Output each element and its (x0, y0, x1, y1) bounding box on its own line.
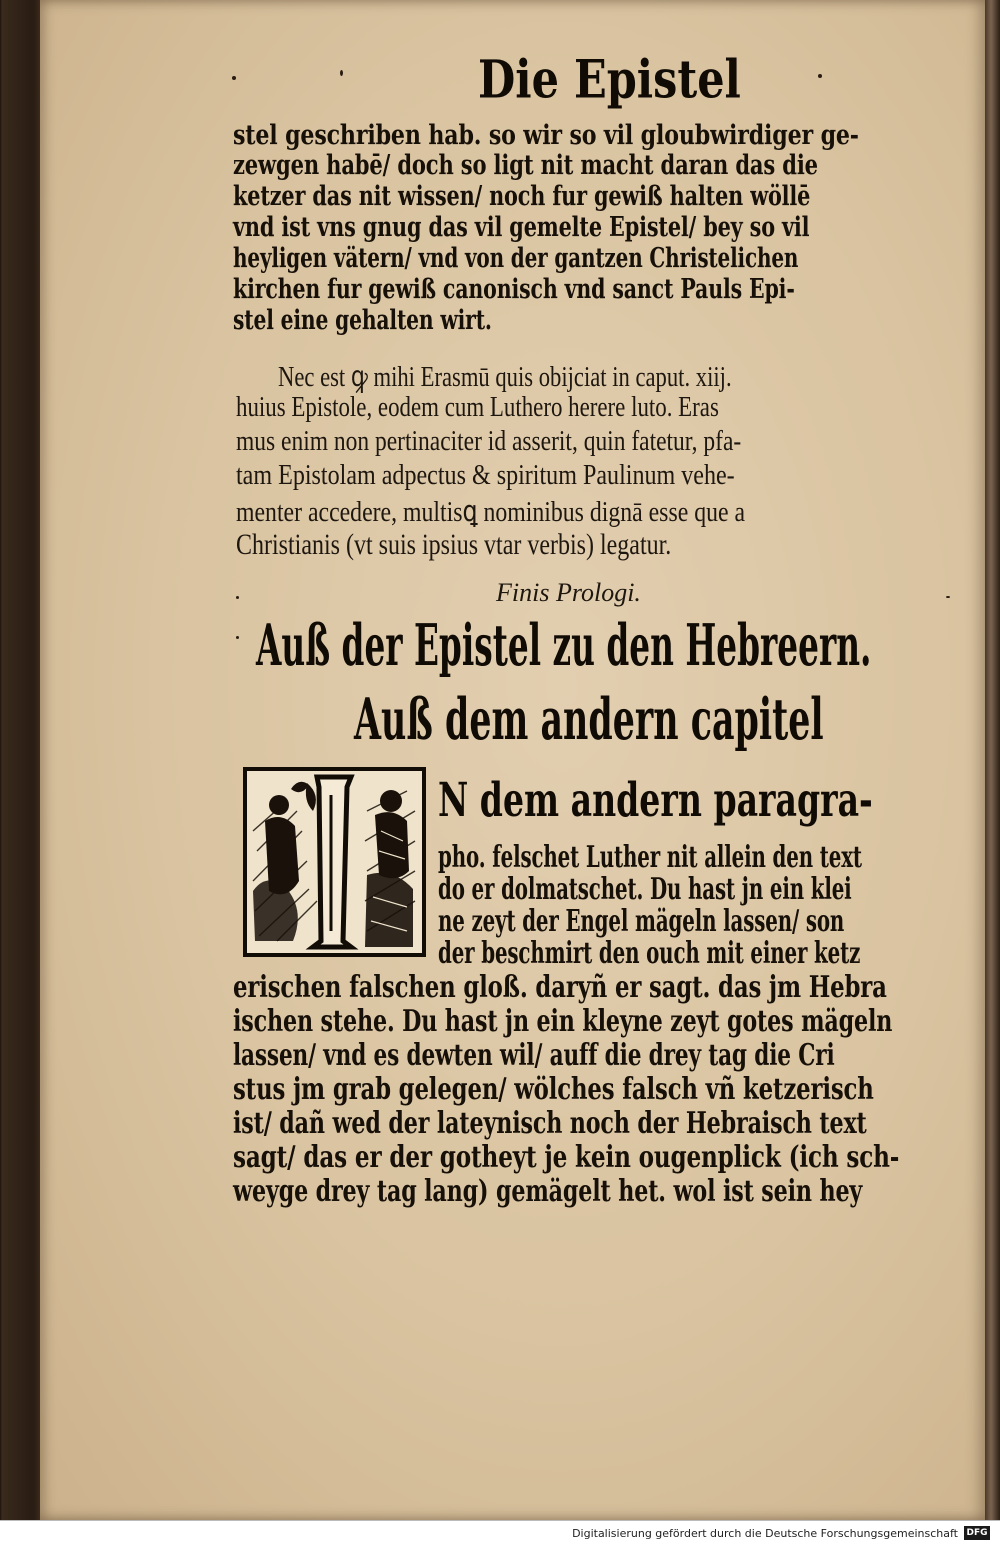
chapter-heading: Auß dem andern capitel (354, 686, 824, 754)
text-line: sagt/ das er der gotheyt je kein ougenplick (ich sch- (233, 1140, 900, 1175)
latin-line: mus enim non pertinaciter id asserit, quin fatetur, pfa- (236, 425, 742, 457)
ink-speck (232, 76, 236, 80)
running-head: Die Epistel (478, 48, 741, 110)
ink-speck (818, 74, 822, 78)
text-line: vnd ist vns gnug das vil gemelte Epistel/ bey so vil (233, 212, 810, 243)
text-line: do er dolmatschet. Du hast jn ein klei (438, 872, 852, 907)
latin-line: menter accedere, multisꝗ nominibus dignā esse que a (236, 496, 746, 528)
text-line: zewgen habē/ doch so ligt nit macht daran das die (233, 150, 818, 181)
text-line: der beschmirt den ouch mit einer ketz (438, 936, 861, 971)
text-line: ist/ dañ wed der lateynisch noch der Hebraisch text (233, 1106, 867, 1141)
text-line: stel geschriben hab. so wir so vil gloubwirdiger ge- (233, 120, 859, 151)
section-heading: Auß der Epistel zu den Hebreern. (256, 612, 872, 680)
latin-line: Christianis (vt suis ipsius vtar verbis) legatur. (236, 528, 672, 561)
ink-speck (236, 636, 239, 639)
page-edge (985, 0, 1000, 1520)
latin-line: huius Epistole, eodem cum Luthero herere luto. Eras (236, 391, 719, 423)
text-line: lassen/ vnd es dewten wil/ auff die drey tag die Cri (233, 1038, 835, 1073)
text-line: weyge drey tag lang) gemägelt het. wol ist sein hey (233, 1174, 863, 1209)
finis-prologi: Finis Prologi. (496, 578, 641, 607)
text-line: ketzer das nit wissen/ noch fur gewiß halten wöllē (233, 181, 811, 212)
text-line: stel eine gehalten wirt. (233, 305, 492, 336)
latin-line: Nec est ꝙ mihi Erasmū quis obijciat in caput. xiij. (278, 361, 732, 393)
ink-speck (946, 596, 950, 598)
woodcut-initial (243, 767, 426, 957)
footer-credit: Digitalisierung gefördert durch die Deutsche Forschungsgemeinschaft (572, 1527, 958, 1540)
woodcut-illustration (247, 771, 422, 953)
text-line: pho. felschet Luther nit allein den text (438, 840, 862, 875)
text-line: stus jm grab gelegen/ wölches falsch vñ ketzerisch (233, 1072, 874, 1107)
text-line: ne zeyt der Engel mägeln lassen/ son (438, 904, 845, 939)
dfg-logo: DFG (964, 1526, 990, 1540)
ink-speck (340, 70, 343, 76)
ink-speck (236, 596, 239, 599)
text-line: erischen falschen gloß. daryñ er sagt. das jm Hebra (233, 970, 887, 1005)
text-line: heyligen vätern/ vnd von der gantzen Christelichen (233, 243, 799, 274)
footer-bar (0, 1520, 1000, 1547)
paragraph-2-opening: N dem andern paragra- (438, 772, 873, 828)
text-line: kirchen fur gewiß canonisch vnd sanct Pauls Epi- (233, 274, 795, 305)
text-line: ischen stehe. Du hast jn ein kleyne zeyt gotes mägeln (233, 1004, 893, 1039)
latin-line: tam Epistolam adpectus & spiritum Paulinum vehe- (236, 459, 735, 491)
